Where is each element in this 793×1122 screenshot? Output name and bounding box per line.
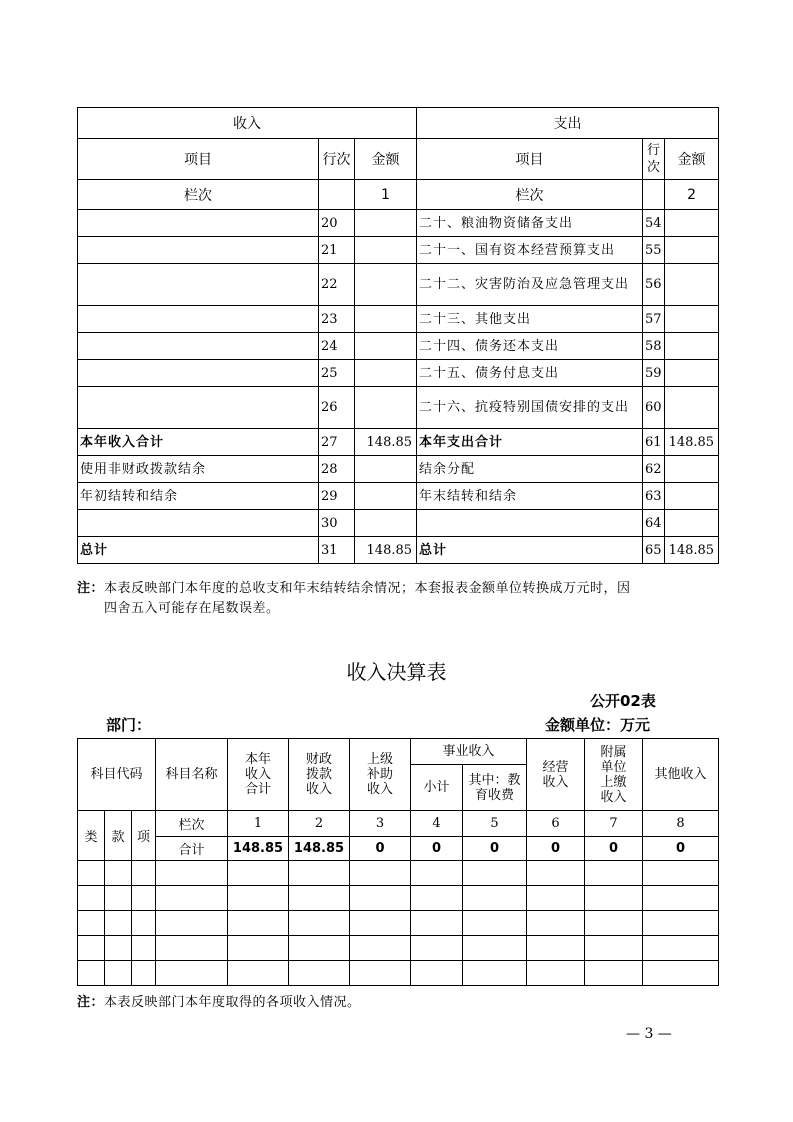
income-statement-table — [77, 738, 719, 986]
index-line-income — [319, 180, 355, 210]
expense-item: 二十二、灾害防治及应急管理支出 — [417, 264, 643, 306]
col-lei: 类 — [78, 811, 105, 861]
table1-note — [77, 579, 631, 619]
total-row — [78, 837, 719, 861]
expense-line: 56 — [643, 264, 665, 306]
expense-line: 58 — [643, 333, 665, 360]
income-item: 总计 — [78, 537, 319, 564]
col-fiscal-appropriation: 财政 拨款 收入 — [289, 739, 350, 811]
col-superior-subsidy: 上级 补助 收入 — [350, 739, 411, 811]
expense-item: 年末结转和结余 — [417, 483, 643, 510]
income-amount — [355, 360, 417, 387]
table-row — [78, 510, 719, 537]
col-subject-code: 科目代码 — [78, 739, 156, 811]
income-line: 26 — [319, 387, 355, 429]
expense-header: 支出 — [417, 108, 719, 139]
expense-line: 64 — [643, 510, 665, 537]
income-line: 28 — [319, 456, 355, 483]
income-line: 30 — [319, 510, 355, 537]
index-expense: 2 — [665, 180, 719, 210]
col-affiliated-unit-income: 附属 单位 上缴 收入 — [585, 739, 643, 811]
expense-amount: 148.85 — [665, 429, 719, 456]
table-row — [78, 360, 719, 387]
expense-item: 二十五、债务付息支出 — [417, 360, 643, 387]
expense-line: 62 — [643, 456, 665, 483]
expense-line: 57 — [643, 306, 665, 333]
income-item — [78, 510, 319, 537]
income-amount — [355, 237, 417, 264]
note-label: 注： — [77, 581, 105, 596]
income-line: 27 — [319, 429, 355, 456]
note-text-line1: 本表反映部门本年度的总收支和年末结转结余情况；本套报表金额单位转换成万元时，因 — [104, 581, 631, 596]
expense-item: 总计 — [417, 537, 643, 564]
total-business-subtotal: 0 — [411, 837, 463, 861]
income-line: 31 — [319, 537, 355, 564]
income-amount — [355, 387, 417, 429]
index-2: 2 — [289, 811, 350, 837]
income-line: 24 — [319, 333, 355, 360]
income-line: 29 — [319, 483, 355, 510]
total-label: 合计 — [156, 837, 228, 861]
income-item: 年初结转和结余 — [78, 483, 319, 510]
col-amount-income: 金额 — [355, 139, 417, 180]
note-text-line2: 四舍五入可能存在尾数误差。 — [104, 601, 280, 616]
table-row — [78, 387, 719, 429]
expense-amount — [665, 210, 719, 237]
index-4: 4 — [411, 811, 463, 837]
table-row — [78, 936, 719, 961]
total-education-fees: 0 — [463, 837, 527, 861]
income-line: 20 — [319, 210, 355, 237]
expense-amount — [665, 333, 719, 360]
index-6: 6 — [527, 811, 585, 837]
income-header: 收入 — [78, 108, 417, 139]
index-line-expense — [643, 180, 665, 210]
expense-item: 二十四、债务还本支出 — [417, 333, 643, 360]
income-amount — [355, 483, 417, 510]
index-income: 1 — [355, 180, 417, 210]
table-row — [78, 306, 719, 333]
index-1: 1 — [228, 811, 289, 837]
income-amount: 148.85 — [355, 537, 417, 564]
col-business-subtotal: 小计 — [411, 765, 463, 811]
income-expense-table — [77, 107, 719, 564]
expense-line: 60 — [643, 387, 665, 429]
table-row — [78, 210, 719, 237]
expense-item: 本年支出合计 — [417, 429, 643, 456]
table-row — [78, 429, 719, 456]
index-5: 5 — [463, 811, 527, 837]
income-amount — [355, 456, 417, 483]
total-affiliated: 0 — [585, 837, 643, 861]
index-7: 7 — [585, 811, 643, 837]
table-row — [78, 911, 719, 936]
table2-note — [77, 993, 361, 1013]
col-other-income: 其他收入 — [643, 739, 719, 811]
expense-item: 二十一、国有资本经营预算支出 — [417, 237, 643, 264]
table-row — [78, 333, 719, 360]
index-8: 8 — [643, 811, 719, 837]
income-line: 23 — [319, 306, 355, 333]
col-line-income: 行次 — [319, 139, 355, 180]
col-current-income-total: 本年 收入 合计 — [228, 739, 289, 811]
income-amount: 148.85 — [355, 429, 417, 456]
col-xiang: 项 — [132, 811, 156, 861]
income-item — [78, 237, 319, 264]
expense-line: 59 — [643, 360, 665, 387]
income-line: 22 — [319, 264, 355, 306]
index-label: 栏次 — [156, 811, 228, 837]
income-amount — [355, 306, 417, 333]
index-label-income: 栏次 — [78, 180, 319, 210]
table-row — [78, 537, 719, 564]
total-current-income: 148.85 — [228, 837, 289, 861]
expense-amount — [665, 510, 719, 537]
col-business-income: 事业收入 — [411, 739, 527, 765]
expense-item: 二十六、抗疫特别国债安排的支出 — [417, 387, 643, 429]
expense-amount — [665, 306, 719, 333]
col-kuan: 款 — [105, 811, 132, 861]
expense-amount — [665, 360, 719, 387]
income-item — [78, 333, 319, 360]
income-item — [78, 264, 319, 306]
expense-amount — [665, 456, 719, 483]
income-item — [78, 306, 319, 333]
note-label: 注： — [77, 995, 105, 1010]
table-row — [78, 237, 719, 264]
income-amount — [355, 264, 417, 306]
expense-item — [417, 510, 643, 537]
note-text: 本表反映部门本年度取得的各项收入情况。 — [104, 995, 361, 1010]
table-row — [78, 961, 719, 986]
income-item — [78, 360, 319, 387]
col-item-expense: 项目 — [417, 139, 643, 180]
col-education-fees: 其中：教 育收费 — [463, 765, 527, 811]
expense-amount — [665, 237, 719, 264]
col-operating-income: 经营 收入 — [527, 739, 585, 811]
department-label: 部门： — [106, 716, 152, 734]
form-code: 公开02表 — [590, 692, 656, 710]
table-row — [78, 264, 719, 306]
income-item — [78, 210, 319, 237]
col-amount-expense: 金额 — [665, 139, 719, 180]
col-line-expense: 行 次 — [643, 139, 665, 180]
index-3: 3 — [350, 811, 411, 837]
expense-item: 二十三、其他支出 — [417, 306, 643, 333]
expense-item: 结余分配 — [417, 456, 643, 483]
total-superior: 0 — [350, 837, 411, 861]
table-row — [78, 861, 719, 886]
expense-line: 55 — [643, 237, 665, 264]
expense-line: 65 — [643, 537, 665, 564]
income-amount — [355, 333, 417, 360]
expense-amount — [665, 387, 719, 429]
expense-item: 二十、粮油物资储备支出 — [417, 210, 643, 237]
expense-amount: 148.85 — [665, 537, 719, 564]
col-subject-name: 科目名称 — [156, 739, 228, 811]
table-row — [78, 456, 719, 483]
total-other: 0 — [643, 837, 719, 861]
amount-unit-label: 金额单位：万元 — [545, 716, 651, 734]
total-operating: 0 — [527, 837, 585, 861]
page-number: — 3 — — [626, 1026, 672, 1042]
income-item: 本年收入合计 — [78, 429, 319, 456]
index-label-expense: 栏次 — [417, 180, 643, 210]
table-row — [78, 886, 719, 911]
income-line: 25 — [319, 360, 355, 387]
expense-line: 63 — [643, 483, 665, 510]
total-fiscal: 148.85 — [289, 837, 350, 861]
expense-amount — [665, 264, 719, 306]
expense-line: 61 — [643, 429, 665, 456]
income-line: 21 — [319, 237, 355, 264]
table-row — [78, 483, 719, 510]
page-title: 收入决算表 — [346, 660, 447, 684]
income-amount — [355, 510, 417, 537]
income-item: 使用非财政拨款结余 — [78, 456, 319, 483]
col-item-income: 项目 — [78, 139, 319, 180]
income-item — [78, 387, 319, 429]
expense-amount — [665, 483, 719, 510]
expense-line: 54 — [643, 210, 665, 237]
income-amount — [355, 210, 417, 237]
